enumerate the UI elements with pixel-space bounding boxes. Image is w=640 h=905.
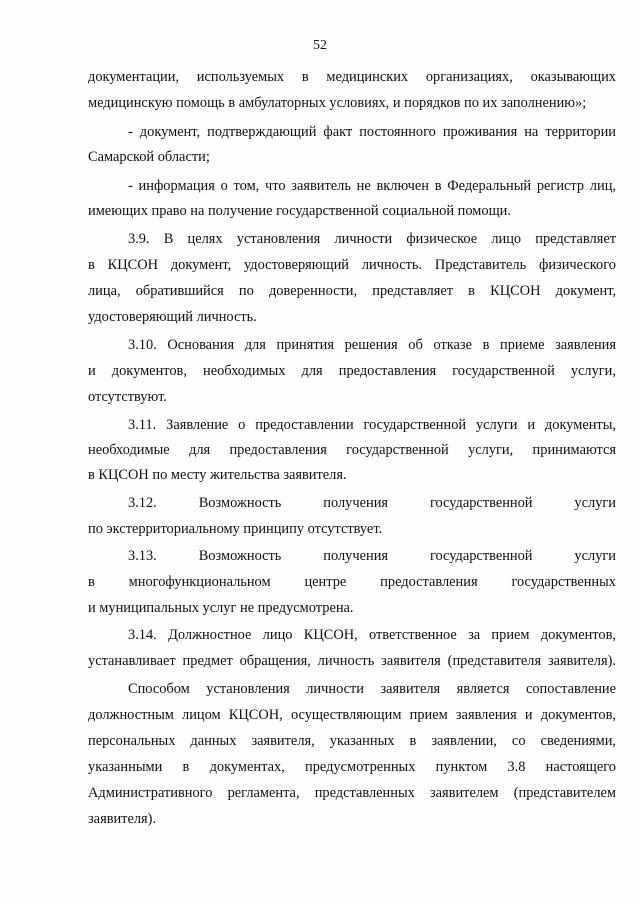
text-line: должностным лицом КЦСОН, осуществляющим прием заявления и документов,	[88, 707, 616, 723]
text-line: 3.11. Заявление о предоставлении государственной услуги и документы,	[128, 417, 616, 433]
text-line: 3.12. Возможность получения государственной услуги	[128, 495, 616, 511]
text-line: 3.13. Возможность получения государственной услуги	[128, 548, 616, 564]
text-line: в многофункциональном центре предоставления государственных	[88, 574, 616, 590]
text-line: медицинскую помощь в амбулаторных условиях, и порядков по их заполнению»;	[88, 95, 587, 111]
text-line: в КЦСОН документ, удостоверяющий личность. Представитель физического	[88, 257, 616, 273]
text-line: и документов, необходимых для предоставления государственной услуги,	[88, 363, 616, 379]
text-line: необходимые для предоставления государственной услуги, принимаются	[88, 442, 616, 458]
text-line: 3.9. В целях установления личности физическое лицо представляет	[128, 231, 616, 247]
text-line: имеющих право на получение государственной социальной помощи.	[88, 203, 511, 219]
text-line: 3.14. Должностное лицо КЦСОН, ответственное за прием документов,	[128, 627, 616, 643]
text-line: персональных данных заявителя, указанных в заявлении, со сведениями,	[88, 733, 616, 749]
text-line: заявителя).	[88, 811, 157, 827]
text-line: удостоверяющий личность.	[88, 309, 257, 325]
text-line: устанавливает предмет обращения, личность заявителя (представителя заявителя).	[88, 653, 616, 669]
text-line: - документ, подтверждающий факт постоянного проживания на территории	[128, 124, 616, 140]
text-line: лица, обратившийся по доверенности, представляет в КЦСОН документ,	[88, 283, 616, 299]
text-line: указанными в документах, предусмотренных пунктом 3.8 настоящего	[88, 759, 616, 775]
text-line: документации, используемых в медицинских организациях, оказывающих	[88, 69, 616, 85]
text-line: - информация о том, что заявитель не включен в Федеральный регистр лиц,	[128, 178, 616, 194]
text-line: Административного регламента, представленных заявителем (представителем	[88, 785, 616, 801]
text-line: Самарской области;	[88, 149, 210, 165]
text-line: отсутствуют.	[88, 389, 167, 405]
text-line: и муниципальных услуг не предусмотрена.	[88, 600, 354, 616]
text-line: в КЦСОН по месту жительства заявителя.	[88, 467, 347, 483]
text-line: по экстерриториальному принципу отсутствует.	[88, 521, 383, 537]
text-line: Способом установления личности заявителя является сопоставление	[128, 681, 616, 697]
page-number: 52	[313, 38, 327, 53]
text-line: 3.10. Основания для принятия решения об отказе в приеме заявления	[128, 337, 616, 353]
